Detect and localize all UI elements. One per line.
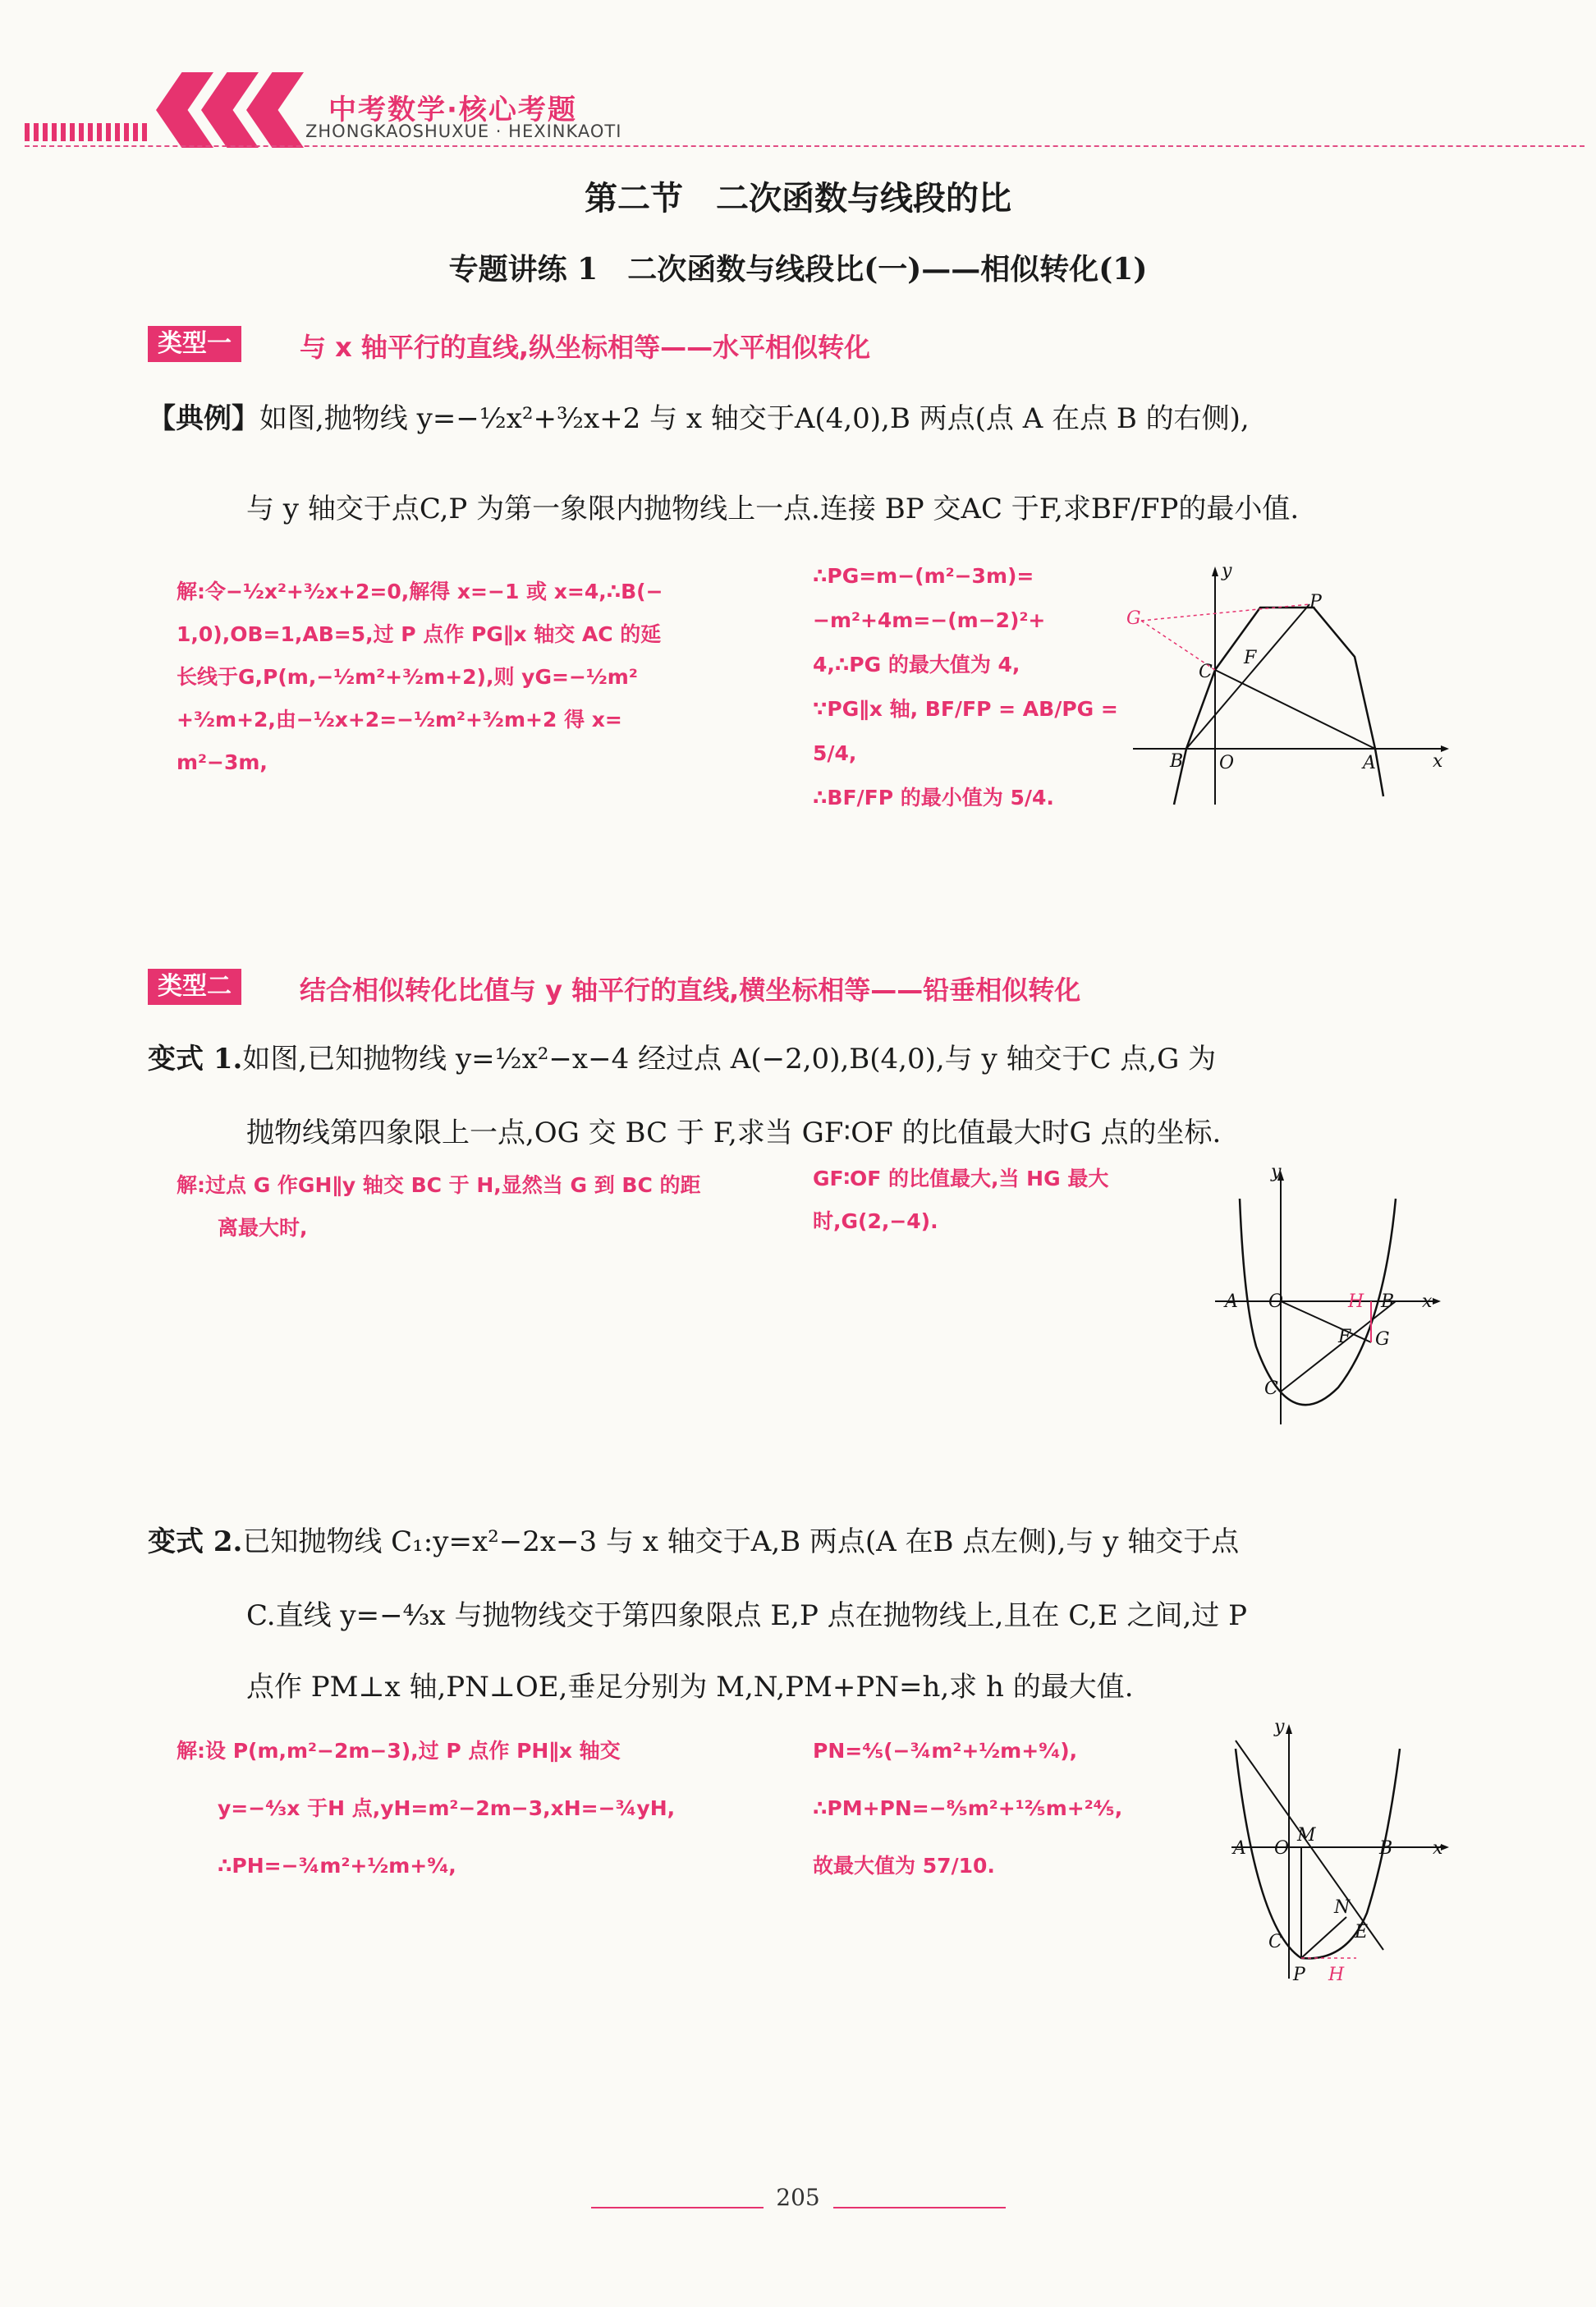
label-y: y [1222, 561, 1232, 581]
variant2-label: 变式 2. [148, 1525, 243, 1558]
label-O: O [1268, 1291, 1284, 1312]
label-C: C [1268, 1932, 1282, 1952]
y-axis-arrow [1286, 1724, 1292, 1734]
label-x: x [1433, 1838, 1443, 1859]
label-M: M [1297, 1825, 1316, 1846]
variant2-line-1: 变式 2.已知抛物线 C₁:y=x²−2x−3 与 x 轴交于A,B 两点(A 在B 点左侧),与 y 轴交于点 [148, 1525, 1240, 1558]
label-B: B [1379, 1838, 1393, 1859]
section-title: 第二节 二次函数与线段的比 [585, 179, 1011, 218]
example-line-2: 与 y 轴交于点C,P 为第一象限内抛物线上一点.连接 BP 交AC 于F,求BF/FP的最小值. [246, 493, 1300, 525]
label-F: F [1244, 648, 1257, 668]
footer-line-right [833, 2207, 1006, 2208]
x-axis-arrow [1433, 1298, 1441, 1305]
variant2-figure [1223, 1716, 1470, 1987]
page-number: 205 [776, 2184, 820, 2211]
variant1-line-1: 变式 1.如图,已知抛物线 y=½x²−x−4 经过点 A(−2,0),B(4,0),与 y 轴交于C 点,G 为 [148, 1043, 1217, 1076]
example-solution-left: 解:令−½x²+³⁄₂x+2=0,解得 x=−1 或 x=4,∴B(− 1,0),OB=1,AB=5,过 P 点作 PG∥x 轴交 AC 的延 长线于G,P(m,−½m²+³⁄₂m+2),则 yG=−½m² +³⁄₂m+2,由−½x+2=−½m²+³⁄₂m+2 得 x= m²−3m, [177, 580, 663, 774]
label-P: P [1309, 592, 1322, 612]
topic-title: 专题讲练 1 二次函数与线段比(一)——相似转化(1) [448, 252, 1148, 287]
label-P: P [1293, 1965, 1305, 1985]
example-line-1: 【典例】如图,抛物线 y=−½x²+³⁄₂x+2 与 x 轴交于A(4,0),B 两点(点 A 在点 B 的右侧), [148, 402, 1250, 435]
label-C: C [1199, 662, 1213, 682]
label-y: y [1271, 1166, 1282, 1182]
parabola [1174, 608, 1383, 805]
footer-line-left [591, 2207, 764, 2208]
header-chevron [246, 72, 304, 148]
label-O: O [1274, 1838, 1290, 1859]
label-A: A [1225, 1291, 1238, 1312]
variant1-line-2: 抛物线第四象限上一点,OG 交 BC 于 F,求当 GF∶OF 的比值最大时G 点的坐标. [246, 1117, 1222, 1149]
label-H: H [1348, 1291, 1364, 1312]
line-AC [1215, 670, 1375, 749]
y-axis-arrow [1212, 566, 1218, 576]
example-figure [1125, 558, 1453, 813]
type2-tag: 类型二 [148, 969, 241, 1005]
variant2-line-3: 点作 PM⊥x 轴,PN⊥OE,垂足分别为 M,N,PM+PN=h,求 h 的最大值. [246, 1671, 1134, 1704]
label-H: H [1328, 1965, 1345, 1985]
label-y: y [1274, 1717, 1285, 1737]
variant1-figure [1207, 1166, 1453, 1429]
label-F: F [1338, 1327, 1351, 1347]
label-G: G [1375, 1329, 1390, 1350]
type1-tag: 类型一 [148, 326, 241, 362]
example-solution-right: ∴PG=m−(m²−3m)= −m²+4m=−(m−2)²+ 4,∴PG 的最大值为 4, ∵PG∥x 轴, BF/FP = AB/PG = 5/4, ∴BF/FP 的最小值为 5/4. [813, 564, 1118, 810]
variant1-solution-right: GF∶OF 的比值最大,当 HG 最大 时,G(2,−4). [813, 1167, 1109, 1233]
header-stripes [25, 123, 148, 141]
label-A: A [1363, 753, 1376, 773]
type1-description: 与 x 轴平行的直线,纵坐标相等——水平相似转化 [300, 332, 871, 363]
variant2-line-2: C.直线 y=−⁴⁄₃x 与抛物线交于第四象限点 E,P 点在抛物线上,且在 C,E 之间,过 P [246, 1599, 1247, 1632]
label-E: E [1355, 1922, 1369, 1942]
label-N: N [1334, 1897, 1351, 1918]
variant1-label: 变式 1. [148, 1043, 243, 1076]
variant2-solution-right: PN=⅘(−¾m²+½m+⁹⁄₄), ∴PM+PN=−⁸⁄₅m²+¹²⁄₅m+²⁴⁄₅, 故最大值为 57/10. [813, 1739, 1123, 1878]
label-O: O [1219, 753, 1235, 773]
label-G: G [1126, 608, 1141, 629]
parabola [1236, 1749, 1400, 1958]
example-label: 【典例】 [148, 402, 259, 435]
variant1-solution-left: 解:过点 G 作GH∥y 轴交 BC 于 H,显然当 G 到 BC 的距 离最大时, [177, 1173, 701, 1240]
line-PN [1301, 1917, 1346, 1958]
label-B: B [1381, 1291, 1395, 1312]
label-A: A [1233, 1838, 1246, 1859]
header-divider [25, 145, 1585, 147]
header-subtitle: ZHONGKAOSHUXUE · HEXINKAOTI [305, 122, 622, 141]
header-title: 中考数学·核心考题 [328, 94, 577, 126]
label-x: x [1422, 1291, 1433, 1312]
label-B: B [1170, 751, 1184, 772]
type2-description: 结合相似转化比值与 y 轴平行的直线,横坐标相等——铅垂相似转化 [300, 975, 1081, 1006]
variant2-solution-left: 解:设 P(m,m²−2m−3),过 P 点作 PH∥x 轴交 y=−⁴⁄₃x 于H 点,yH=m²−2m−3,xH=−¾yH, ∴PH=−¾m²+½m+⁹⁄₄, [177, 1739, 676, 1878]
label-x: x [1433, 751, 1443, 772]
label-C: C [1264, 1378, 1278, 1399]
